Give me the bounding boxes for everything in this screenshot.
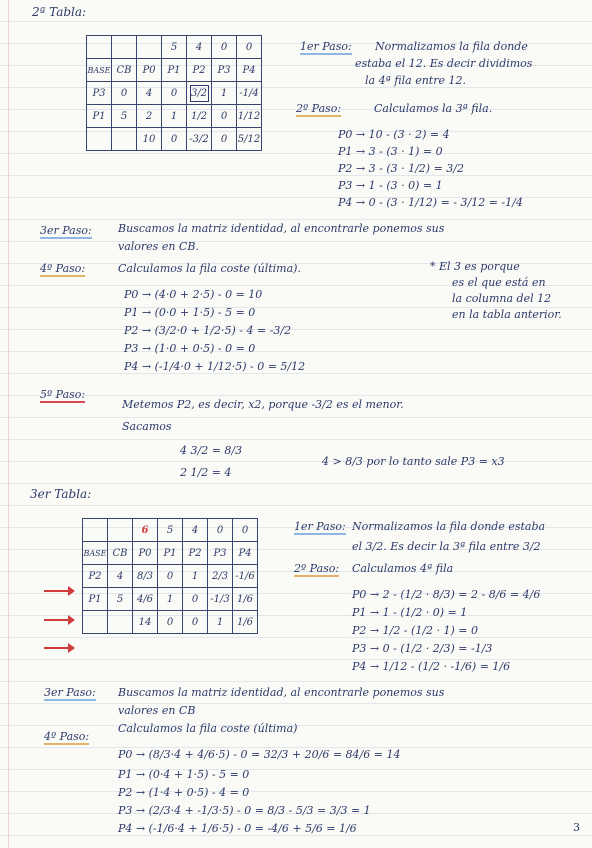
step3-text-line: Buscamos la matriz identidad, al encontrarle ponemos sus	[118, 222, 445, 235]
table-cell: 1/2	[187, 105, 212, 128]
calc-line: P3 → (1·0 + 0·5) - 0 = 0	[124, 342, 256, 355]
calc-line: P4 → 1/12 - (1/2 · -1/6) = 1/6	[352, 660, 511, 673]
header-cell: P0	[137, 59, 162, 82]
table-cell: 1	[208, 611, 233, 634]
step1-text-line: la 4ª fila entre 12.	[365, 74, 466, 87]
table-row	[83, 519, 258, 542]
step5-sacamos: Sacamos	[122, 420, 172, 433]
simplex-table-2	[86, 35, 262, 151]
table-header-row	[87, 59, 262, 82]
calc-line: P4 → 0 - (3 · 1/12) = - 3/12 = -1/4	[338, 196, 523, 209]
table-header-row	[83, 542, 258, 565]
table-cell: 1	[162, 105, 187, 128]
calc-line: P0 → 2 - (1/2 · 8/3) = 2 - 8/6 = 4/6	[352, 588, 541, 601]
table-row	[87, 36, 262, 59]
table-cell: 1	[212, 82, 237, 105]
calc-line: P3 → 0 - (1/2 · 2/3) = -1/3	[352, 642, 493, 655]
table-cell	[137, 36, 162, 59]
calc-line: P1 → (0·0 + 1·5) - 5 = 0	[124, 306, 256, 319]
table-cell: 1	[158, 588, 183, 611]
table-cell: P1	[83, 588, 108, 611]
table-cell: 14	[133, 611, 158, 634]
table-cell: 0	[212, 128, 237, 151]
header-cell: P4	[237, 59, 262, 82]
step1-text-line: Normalizamos la fila donde estaba	[352, 520, 546, 533]
header-cell: P3	[212, 59, 237, 82]
table-cell: 4	[187, 36, 212, 59]
calc-line: P2 → 1/2 - (1/2 · 1) = 0	[352, 624, 479, 637]
calc-line: P4 → (-1/6·4 + 1/6·5) - 0 = -4/6 + 5/6 = 1/6	[118, 822, 357, 835]
step1-text-line: estaba el 12. Es decir dividimos	[355, 57, 533, 70]
table-cell: 2/3	[208, 565, 233, 588]
table-cell: 1/6	[233, 611, 258, 634]
table-cell: 0	[233, 519, 258, 542]
table-cell: 5	[108, 588, 133, 611]
step3-label: 3er Paso:	[44, 686, 96, 699]
table-cell: 0	[237, 36, 262, 59]
table-cell: 0	[162, 82, 187, 105]
step5-label: 5º Paso:	[40, 388, 86, 401]
table-cell: 3/2	[187, 82, 212, 105]
header-cell: P0	[133, 542, 158, 565]
header-cell: P2	[187, 59, 212, 82]
header-cell: P4	[233, 542, 258, 565]
table-row	[83, 565, 258, 588]
table-row	[83, 588, 258, 611]
table-cell: 4	[137, 82, 162, 105]
table-cell: 1/6	[233, 588, 258, 611]
table-cell	[83, 611, 108, 634]
table-cell	[112, 36, 137, 59]
table-row	[87, 105, 262, 128]
note-line: la columna del 12	[452, 292, 552, 305]
header-cell: P3	[208, 542, 233, 565]
calc-line: P4 → (-1/4·0 + 1/12·5) - 0 = 5/12	[124, 360, 306, 373]
header-cell: P1	[162, 59, 187, 82]
table-cell	[108, 611, 133, 634]
note-line: * El 3 es porque	[430, 260, 520, 273]
table-cell: 0	[212, 105, 237, 128]
note-line: es el que está en	[452, 276, 546, 289]
step4-label: 4º Paso:	[40, 262, 86, 275]
calc-line: P1 → 3 - (3 · 1) = 0	[338, 145, 443, 158]
table-cell: 5/12	[237, 128, 262, 151]
table-cell: 0	[208, 519, 233, 542]
step2-label: 2º Paso:	[294, 562, 340, 575]
ratio-line: 2 1/2 = 4	[180, 466, 232, 479]
table-cell: -1/3	[208, 588, 233, 611]
step3-label: 3er Paso:	[40, 224, 92, 237]
table-cell: 0	[112, 82, 137, 105]
table-cell: 10	[137, 128, 162, 151]
table-row	[87, 128, 262, 151]
calc-line: P0 → (4·0 + 2·5) - 0 = 10	[124, 288, 263, 301]
table-cell: 6	[133, 519, 158, 542]
table2-title: 2ª Tabla:	[32, 5, 87, 19]
calc-line: P3 → 1 - (3 · 0) = 1	[338, 179, 443, 192]
table-cell: 0	[162, 128, 187, 151]
step1-label: 1er Paso:	[294, 520, 346, 533]
arrow-icon	[44, 647, 70, 649]
calc-line: P1 → 1 - (1/2 · 0) = 1	[352, 606, 468, 619]
table-cell: P1	[87, 105, 112, 128]
step3-text-line: valores en CB	[118, 704, 196, 717]
table-row	[87, 82, 262, 105]
table-cell: 1	[183, 565, 208, 588]
calc-line: P2 → (1·4 + 0·5) - 4 = 0	[118, 786, 250, 799]
table-cell: 0	[158, 565, 183, 588]
arrow-icon	[44, 590, 70, 592]
header-cell: BASE	[83, 542, 108, 565]
step4-text: Calculamos la fila coste (última).	[118, 262, 301, 275]
table-cell: 0	[158, 611, 183, 634]
margin-line	[8, 0, 9, 848]
table-cell: 4/6	[133, 588, 158, 611]
table-cell	[83, 519, 108, 542]
table-cell: 0	[183, 611, 208, 634]
table-cell: P3	[87, 82, 112, 105]
simplex-table-3	[82, 518, 258, 634]
step1-text-line: Normalizamos la fila donde	[375, 40, 528, 53]
step3-text-line: Buscamos la matriz identidad, al encontrarle ponemos sus	[118, 686, 445, 699]
table-cell	[87, 128, 112, 151]
calc-line: P0 → (8/3·4 + 4/6·5) - 0 = 32/3 + 20/6 = 84/6 = 14	[118, 748, 401, 761]
step2-label: 2º Paso:	[296, 102, 342, 115]
header-cell: P1	[158, 542, 183, 565]
step4-label: 4º Paso:	[44, 730, 90, 743]
table-cell: 8/3	[133, 565, 158, 588]
calc-line: P2 → (3/2·0 + 1/2·5) - 4 = -3/2	[124, 324, 292, 337]
page-number: 3	[573, 821, 580, 834]
step5-text: Metemos P2, es decir, x2, porque -3/2 es el menor.	[122, 398, 404, 411]
table-cell: -1/6	[233, 565, 258, 588]
table3-title: 3er Tabla:	[30, 487, 92, 501]
table-cell: 4	[108, 565, 133, 588]
step1-label: 1er Paso:	[300, 40, 352, 53]
step4-text: Calculamos la fila coste (última)	[118, 722, 298, 735]
table-cell: 0	[183, 588, 208, 611]
table-cell: -3/2	[187, 128, 212, 151]
calc-line: P3 → (2/3·4 + -1/3·5) - 0 = 8/3 - 5/3 = 3/3 = 1	[118, 804, 371, 817]
step5-conclusion: 4 > 8/3 por lo tanto sale P3 = x3	[322, 455, 505, 468]
arrow-icon	[44, 619, 70, 621]
table-cell: P2	[83, 565, 108, 588]
table-cell: 5	[112, 105, 137, 128]
step3-text-line: valores en CB.	[118, 240, 199, 253]
table-row	[83, 611, 258, 634]
table-cell: 2	[137, 105, 162, 128]
calc-line: P2 → 3 - (3 · 1/2) = 3/2	[338, 162, 465, 175]
step2-text: Calculamos la 3ª fila.	[374, 102, 493, 115]
step2-text: Calculamos 4ª fila	[352, 562, 454, 575]
table-cell: 1/12	[237, 105, 262, 128]
header-cell: CB	[112, 59, 137, 82]
table-cell: 5	[162, 36, 187, 59]
table-cell: 5	[158, 519, 183, 542]
table-cell	[108, 519, 133, 542]
table-cell: -1/4	[237, 82, 262, 105]
table-cell: 0	[212, 36, 237, 59]
calc-line: P0 → 10 - (3 · 2) = 4	[338, 128, 450, 141]
note-line: en la tabla anterior.	[452, 308, 562, 321]
header-cell: P2	[183, 542, 208, 565]
table-cell	[112, 128, 137, 151]
header-cell: CB	[108, 542, 133, 565]
calc-line: P1 → (0·4 + 1·5) - 5 = 0	[118, 768, 250, 781]
header-cell: BASE	[87, 59, 112, 82]
step1-text-line: el 3/2. Es decir la 3ª fila entre 3/2	[352, 540, 541, 553]
table-cell	[87, 36, 112, 59]
ratio-line: 4 3/2 = 8/3	[180, 444, 243, 457]
table-cell: 4	[183, 519, 208, 542]
